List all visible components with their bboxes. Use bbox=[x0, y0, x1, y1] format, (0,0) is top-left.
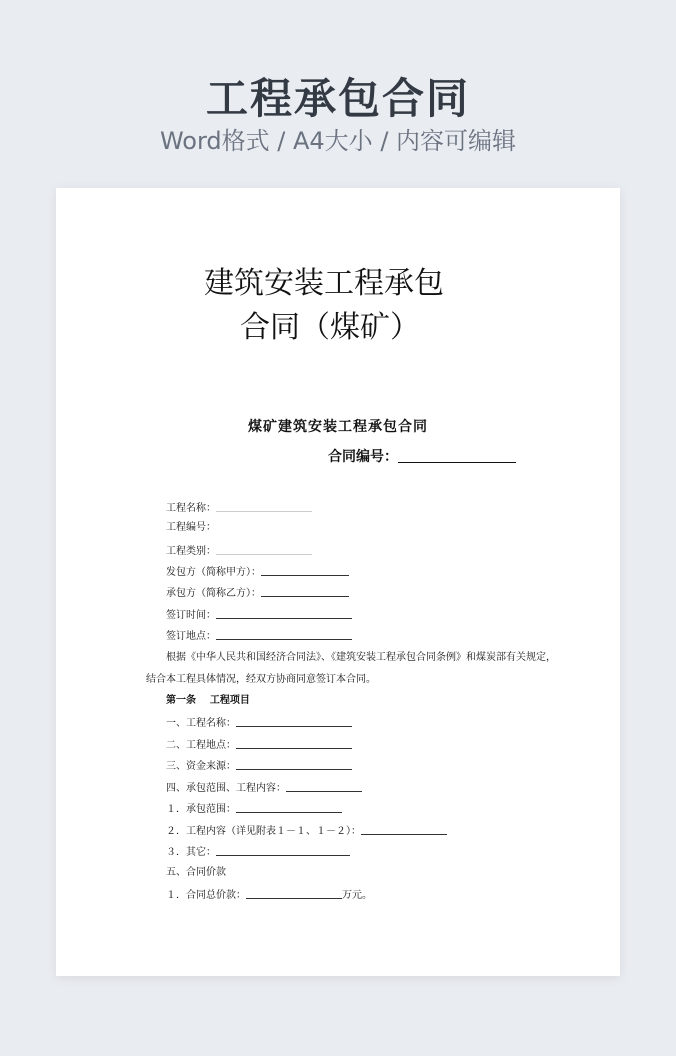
item-label: １．合同总价款： bbox=[166, 890, 246, 901]
intro-line-1: 根据《中华人民共和国经济合同法》、《建筑安装工程承包合同条例》和煤炭部有关规定， bbox=[166, 652, 556, 663]
document-page bbox=[56, 188, 620, 976]
banner-title: 工程承包合同 bbox=[205, 74, 470, 123]
item-label: 四、承包范围、工程内容： bbox=[166, 783, 286, 794]
field-label: 工程类别： bbox=[166, 546, 216, 557]
document-title-line1: 建筑安装工程承包 bbox=[204, 266, 444, 301]
article-1-heading: 第一条 工程项目 bbox=[166, 695, 250, 706]
item-blank[interactable] bbox=[236, 715, 352, 727]
banner-subtitle: Word格式 / A4大小 / 内容可编辑 bbox=[159, 127, 517, 155]
item-content bbox=[166, 823, 447, 837]
item-total-price bbox=[166, 887, 372, 901]
item-blank[interactable] bbox=[236, 737, 352, 749]
field-party-b bbox=[166, 585, 349, 599]
field-label: 工程名称： bbox=[166, 503, 216, 514]
item-blank[interactable] bbox=[216, 844, 350, 856]
field-project-category bbox=[166, 543, 312, 557]
field-project-number bbox=[166, 521, 216, 535]
item-label: 二、工程地点： bbox=[166, 740, 236, 751]
item-label: ３．其它： bbox=[166, 847, 216, 858]
field-label: 发包方（简称甲方）： bbox=[166, 567, 261, 578]
item-other bbox=[166, 844, 350, 858]
field-blank[interactable] bbox=[216, 543, 312, 555]
item-label: １．承包范围： bbox=[166, 804, 236, 815]
contract-number-label: 合同编号： bbox=[328, 449, 398, 465]
contract-number bbox=[328, 446, 516, 466]
intro-line-2: 结合本工程具体情况，经双方协商同意签订本合同。 bbox=[146, 674, 376, 685]
price-unit: 万元。 bbox=[342, 890, 372, 901]
item-label: 五、合同价款 bbox=[166, 867, 226, 878]
field-blank[interactable] bbox=[261, 585, 349, 597]
field-sign-place bbox=[166, 628, 352, 642]
item-blank[interactable] bbox=[236, 758, 352, 770]
item-project-location bbox=[166, 737, 352, 751]
field-blank[interactable] bbox=[261, 564, 349, 576]
document-title bbox=[204, 262, 484, 350]
item-blank[interactable] bbox=[246, 887, 342, 899]
item-project-name bbox=[166, 715, 352, 729]
field-label: 承包方（简称乙方）： bbox=[166, 588, 261, 599]
item-label: ２．工程内容（详见附表１－１、１－２）： bbox=[166, 826, 361, 837]
item-blank[interactable] bbox=[286, 780, 362, 792]
item-contract-price-heading bbox=[166, 866, 226, 880]
document-title-line2: 合同（煤矿） bbox=[240, 310, 420, 345]
item-scope bbox=[166, 801, 342, 815]
item-blank[interactable] bbox=[236, 801, 342, 813]
field-label: 签订地点： bbox=[166, 631, 216, 642]
field-party-a bbox=[166, 564, 349, 578]
field-project-name bbox=[166, 500, 312, 514]
item-blank[interactable] bbox=[361, 823, 447, 835]
item-label: 一、工程名称： bbox=[166, 718, 236, 729]
field-label: 签订时间： bbox=[166, 610, 216, 621]
field-sign-date bbox=[166, 607, 352, 621]
contract-subtitle: 煤矿建筑安装工程承包合同 bbox=[248, 419, 428, 435]
field-blank[interactable] bbox=[216, 628, 352, 640]
item-scope-content bbox=[166, 780, 362, 794]
field-blank[interactable] bbox=[216, 500, 312, 512]
field-blank[interactable] bbox=[216, 607, 352, 619]
contract-number-blank[interactable] bbox=[398, 448, 516, 463]
field-label: 工程编号： bbox=[166, 522, 216, 533]
item-label: 三、资金来源： bbox=[166, 761, 236, 772]
item-fund-source bbox=[166, 758, 352, 772]
